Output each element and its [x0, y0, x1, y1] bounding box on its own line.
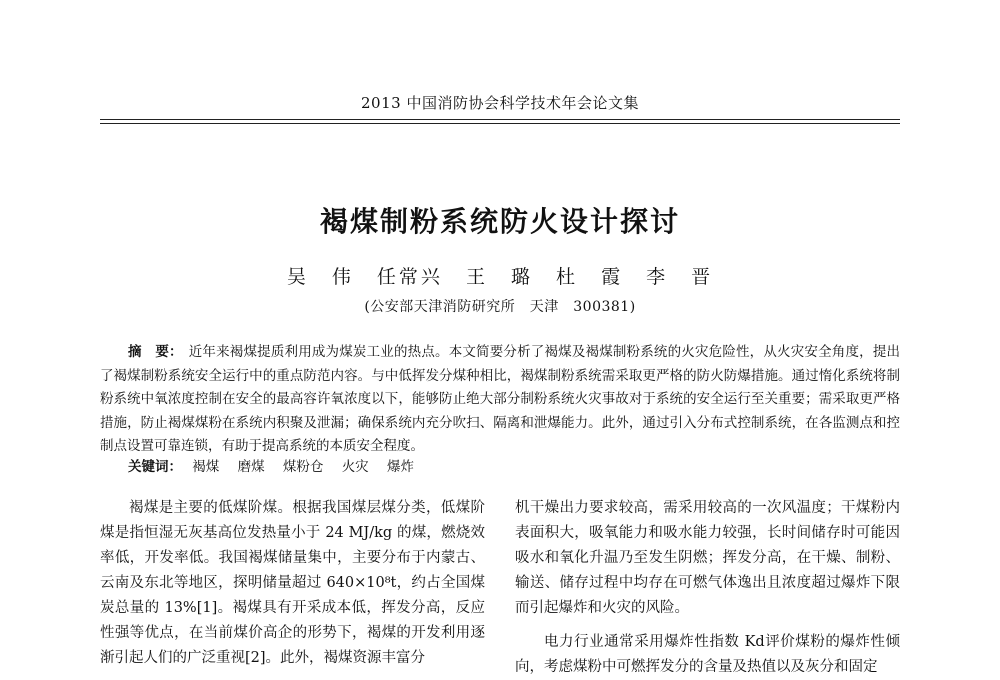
body-paragraph: 机干燥出力要求较高，需采用较高的一次风温度；干煤粉内表面积大，吸氧能力和吸水能力较强，长时间储存时可能因吸水和氧化升温乃至发生阴燃；挥发分高，在干燥、制粉、输送、储存过程中均存在可燃气体逸出且浓度超过爆炸下限而引起爆炸和火灾的风险。	[515, 500, 900, 616]
keywords-label: 关键词：	[128, 459, 182, 475]
body-column-left	[100, 496, 485, 671]
author-list: 吴 伟 任常兴 王 璐 杜 霞 李 晋	[286, 266, 714, 288]
body-paragraph: 褐煤是主要的低煤阶煤。根据我国煤层煤分类，低煤阶煤是指恒湿无灰基高位发热量小于 24 MJ/kg 的煤，燃烧效率低，开发率低。我国褐煤储量集中，主要分布于内蒙古、云南及东北等地区，探明储量超过 640×10⁸t，约占全国煤炭总量的 13%[1]。褐煤具有开采成本低，挥发分高，反应性强等优点，在当前煤价高企的形势下，褐煤的开发利用逐渐引起人们的广泛重视[2]。此外，褐煤资源丰富分	[100, 500, 485, 666]
abstract-label: 摘 要：	[128, 344, 183, 360]
keywords	[128, 456, 900, 478]
keyword-item: 褐煤	[192, 459, 220, 475]
keyword-item: 磨煤	[237, 459, 265, 475]
paper-title: 褐煤制粉系统防火设计探讨	[319, 205, 680, 238]
body-column-right	[515, 496, 900, 680]
keyword-item: 煤粉仓	[282, 459, 324, 475]
affiliation: (公安部天津消防研究所 天津 300381)	[364, 299, 636, 315]
abstract	[100, 341, 900, 459]
keyword-item: 火灾	[341, 459, 369, 475]
header-rule-bottom	[100, 123, 900, 124]
abstract-text: 近年来褐煤提质利用成为煤炭工业的热点。本文简要分析了褐煤及褐煤制粉系统的火灾危险性，从火灾安全角度，提出了褐煤制粉系统安全运行中的重点防范内容。与中低挥发分煤种相比，褐煤制粉系统需采取更严格的防火防爆措施。通过惰化系统将制粉系统中氧浓度控制在安全的最高容许氧浓度以下，能够防止绝大部分制粉系统火灾事故对于系统的安全运行至关重要；需采取更严格措施，防止褐煤煤粉在系统内积聚及泄漏；确保系统内充分吹扫、隔离和泄爆能力。此外，通过引入分布式控制系统，在各监测点和控制点设置可靠连锁，有助于提高系统的本质安全程度。	[100, 344, 901, 455]
header-rule-top	[100, 119, 900, 120]
body-paragraph: 电力行业通常采用爆炸性指数 Kd评价煤粉的爆炸性倾向，考虑煤粉中可燃挥发分的含量及热值以及灰分和固定	[515, 634, 900, 675]
keyword-item: 爆炸	[386, 459, 414, 475]
running-header: 2013 中国消防协会科学技术年会论文集	[361, 94, 639, 112]
